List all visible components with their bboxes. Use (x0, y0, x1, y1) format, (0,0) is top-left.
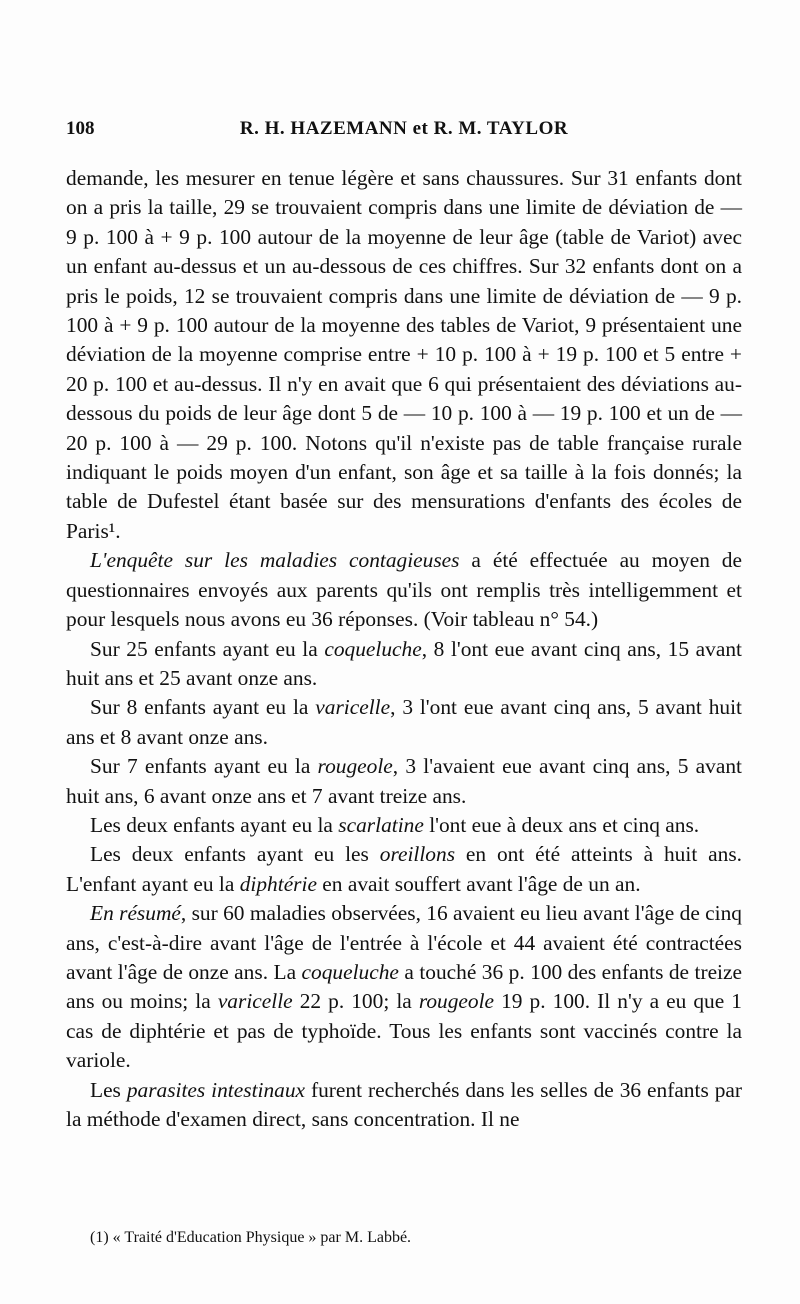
italic-term: coqueluche (301, 959, 399, 984)
paragraph (66, 164, 742, 546)
italic-term: L'enquête sur les maladies contagieuses (90, 548, 460, 573)
text-run: Sur 7 enfants ayant eu la (90, 754, 318, 779)
paragraph (66, 693, 742, 752)
italic-term: diphtérie (239, 871, 317, 896)
body-text (66, 164, 742, 1134)
italic-term: scarlatine (338, 812, 424, 837)
running-title: R. H. HAZEMANN et R. M. TAYLOR (239, 118, 569, 139)
text-run: 22 p. 100; la (292, 989, 419, 1014)
page-number: 108 (66, 118, 95, 139)
text-run: , 8 l'ont eue avant cinq ans, 15 avant huit ans et 25 avant onze ans. (66, 636, 742, 690)
text-run: , sur 60 maladies observées, 16 avaient eu lieu avant l'âge de cinq ans, c'est-à-dire avant l'âge de l'entrée à l'école et 44 avaient été contractées avant l'âge de onze ans. La (66, 901, 742, 984)
text-run: Sur 25 enfants ayant eu la (90, 636, 325, 661)
text-run: Les deux enfants ayant eu les (90, 842, 380, 867)
text-run: a été effectuée au moyen de questionnaires envoyés aux parents qu'ils ont remplis très intelligemment et pour lesquels nous avons eu 36 réponses. (Voir tableau n° 54.) (66, 548, 742, 632)
text-run: l'ont eue à deux ans et cinq ans. (423, 812, 700, 837)
footnote: (1) « Traité d'Education Physique » par M. Labbé. (90, 1229, 412, 1246)
italic-term: varicelle (315, 695, 391, 720)
paragraph (66, 546, 742, 634)
italic-term: coqueluche (324, 636, 422, 661)
text-run: furent recherchés dans les selles de 36 enfants par la méthode d'examen direct, sans concentration. Il ne (66, 1077, 743, 1131)
text-run: 19 p. 100. Il n'y a eu que 1 cas de diphtérie et pas de typhoïde. Tous les enfants sont vaccinés contre la variole. (66, 989, 742, 1073)
italic-term: parasites intestinaux (126, 1077, 306, 1102)
italic-term: En résumé (90, 901, 181, 926)
paragraph (66, 1076, 742, 1135)
paragraph (66, 840, 742, 899)
paragraph (66, 752, 742, 811)
paragraph (66, 635, 742, 694)
text-run: demande, les mesurer en tenue légère et sans chaussures. Sur 31 enfants dont on a pris la taille, 29 se trouvaient compris dans une limite de déviation de — 9 p. 100 à + 9 p. 100 autour de la moyenne de leur âge (table de Variot) avec un enfant au-dessus et un au-dessous de ces chiffres. Sur 32 enfants dont on a pris le poids, 12 se trouvaient compris dans une limite de déviation de — 9 p. 100 à + 9 p. 100 autour de la moyenne des tables de Variot, 9 présentaient une déviation de la moyenne comprise entre + 10 p. 100 à + 19 p. 100 et 5 entre + 20 p. 100 et au-dessus. Il n'y en avait que 6 qui présentaient des déviations au-dessous du poids de leur âge dont 5 de — 10 p. 100 à — 19 p. 100 et un de — 20 p. 100 à — 29 p. 100. Notons qu'il n'existe pas de table française rurale indiquant le poids moyen d'un enfant, son âge et sa taille à la fois donnés; la table de Dufestel étant basée sur des mensurations d'enfants des écoles de Paris¹. (66, 166, 742, 543)
text-run: a touché 36 p. 100 des enfants de treize ans ou moins; la (66, 959, 742, 1014)
text-run: en avait souffert avant l'âge de un an. (316, 871, 641, 896)
text-run: Sur 8 enfants ayant eu la (90, 695, 316, 720)
text-run: , 3 l'ont eue avant cinq ans, 5 avant huit ans et 8 avant onze ans. (66, 695, 742, 749)
text-run: , 3 l'avaient eue avant cinq ans, 5 avant huit ans, 6 avant onze ans et 7 avant treize ans. (66, 754, 742, 808)
text-run: en ont été atteints à huit ans. L'enfant ayant eu la (66, 842, 742, 896)
text-run: Les (90, 1077, 127, 1102)
italic-term: rougeole (317, 754, 393, 779)
italic-term: oreillons (379, 842, 456, 867)
paragraph (66, 899, 742, 1075)
text-run: Les deux enfants ayant eu la (90, 812, 339, 837)
paragraph (66, 811, 742, 840)
italic-term: rougeole (418, 989, 495, 1014)
italic-term: varicelle (217, 989, 293, 1014)
page-header (66, 118, 742, 148)
